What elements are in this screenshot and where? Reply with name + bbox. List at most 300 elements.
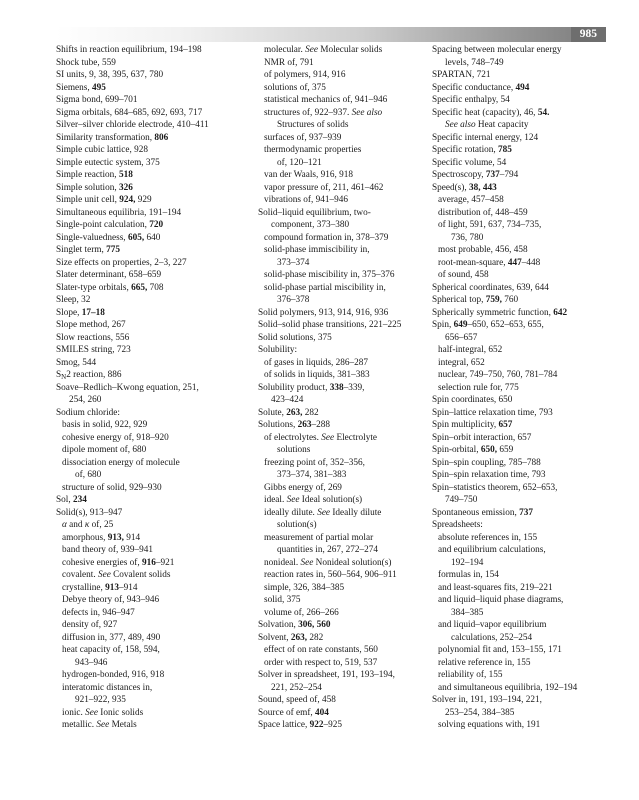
- index-entry: [432, 694, 608, 719]
- entry-text: 282: [307, 632, 324, 643]
- index-entry: [56, 382, 252, 407]
- entry-text: Space lattice,: [258, 720, 310, 730]
- entry-text: 736, 780: [451, 232, 484, 243]
- index-entry: [56, 494, 252, 507]
- entry-text: Sodium chloride:: [56, 407, 120, 418]
- entry-text: Spin coordinates, 650: [432, 395, 513, 405]
- entry-text: of, 25: [89, 520, 114, 530]
- index-entry: [258, 319, 428, 332]
- entry-text: 656–657: [445, 332, 478, 343]
- index-entry: [258, 632, 428, 645]
- entry-text: –921: [155, 557, 175, 568]
- index-entry: [432, 282, 608, 295]
- entry-text: crystalline,: [62, 582, 106, 593]
- entry-text: interatomic distances in,: [62, 682, 153, 693]
- index-subentry: [56, 519, 252, 532]
- entry-text: Simple eutectic system, 375: [56, 157, 160, 168]
- index-subentry: [432, 357, 608, 370]
- entry-text: 326: [118, 182, 133, 193]
- index-subentry: [56, 569, 252, 582]
- entry-text: surfaces of, 937–939: [264, 132, 342, 143]
- entry-text: Simultaneous equilibria, 191–194: [56, 207, 182, 218]
- index-entry: [258, 619, 428, 632]
- entry-text: 263: [297, 420, 312, 430]
- index-subentry: [432, 207, 608, 220]
- index-subentry: [56, 557, 252, 570]
- entry-text: covalent.: [62, 570, 98, 580]
- index-entry: [258, 707, 428, 720]
- index-column-2: [258, 44, 428, 732]
- entry-text: SPARTAN, 721: [432, 70, 491, 80]
- index-subentry: [258, 194, 428, 207]
- entry-text: of sound, 458: [438, 270, 489, 280]
- index-subentry: [258, 369, 428, 382]
- entry-text: Spin-orbital,: [432, 445, 481, 455]
- entry-text: ideally dilute.: [264, 507, 318, 518]
- entry-text: Spherical top,: [432, 295, 486, 305]
- entry-text: and liquid–liquid phase diagrams,: [438, 595, 564, 605]
- index-entry: [432, 319, 608, 344]
- entry-text: Simple cubic lattice, 928: [56, 145, 148, 155]
- entry-text: Simple solution,: [56, 182, 119, 193]
- index-entry: [56, 219, 252, 232]
- entry-text: dipole moment of, 680: [62, 445, 147, 455]
- entry-text: Solutions,: [258, 420, 298, 430]
- index-entry: [432, 44, 608, 69]
- index-entry: [56, 357, 252, 370]
- index-subentry: [56, 707, 252, 720]
- entry-text: and least-squares fits, 219–221: [438, 582, 553, 593]
- index-entry: [56, 107, 252, 120]
- entry-text: 373–374, 381–383: [277, 470, 347, 480]
- index-entry: [56, 82, 252, 95]
- entry-text: 806: [154, 132, 169, 143]
- entry-text: Simple unit cell,: [56, 195, 120, 205]
- entry-text: Slater determinant, 658–659: [56, 270, 162, 280]
- entry-text: Soave–Redlich–Kwong equation, 251,: [56, 382, 199, 393]
- entry-text: –339,: [343, 382, 365, 393]
- entry-text: absolute references in, 155: [438, 532, 538, 543]
- entry-text: quantities in, 267, 272–274: [277, 545, 378, 555]
- entry-text: solid-phase partial miscibility in,: [264, 282, 386, 293]
- index-subentry: [432, 619, 608, 644]
- entry-text: most probable, 456, 458: [438, 245, 528, 255]
- entry-text: 649: [453, 320, 468, 330]
- entry-text: Specific enthalpy, 54: [432, 95, 510, 105]
- entry-text: simple, 326, 384–385: [264, 582, 345, 593]
- entry-text: nonideal.: [264, 557, 301, 568]
- index-entry: [56, 182, 252, 195]
- index-subentry: [432, 569, 608, 582]
- entry-text: Single-valuedness,: [56, 232, 128, 243]
- index-subentry: [258, 644, 428, 657]
- entry-text: 495: [91, 82, 106, 93]
- entry-text: –288: [311, 420, 330, 430]
- entry-text: 657: [498, 420, 513, 430]
- entry-text: 17–18: [81, 307, 105, 318]
- entry-text: 913,: [107, 532, 124, 543]
- entry-text: 929: [135, 195, 152, 205]
- entry-text: Spherical coordinates, 639, 644: [432, 282, 549, 293]
- index-entry: [56, 257, 252, 270]
- index-subentry: [258, 232, 428, 245]
- index-subentry: [56, 444, 252, 457]
- index-subentry: [258, 144, 428, 169]
- index-entry: [258, 307, 428, 320]
- index-subentry: [258, 57, 428, 70]
- index-subentry: [258, 44, 428, 57]
- entry-text: polynomial fit and, 153–155, 171: [438, 645, 562, 655]
- entry-text: Specific rotation,: [432, 145, 499, 155]
- entry-text: Structures of solids: [277, 120, 349, 130]
- entry-text: density of, 927: [62, 620, 118, 630]
- index-entry: [56, 294, 252, 307]
- entry-text: See: [317, 507, 331, 518]
- index-entry: [56, 369, 252, 382]
- entry-text: compound formation in, 378–379: [264, 232, 389, 243]
- entry-text: Heat capacity: [475, 120, 529, 130]
- entry-text: cohesive energy of, 918–920: [62, 432, 169, 443]
- entry-text: –448: [521, 257, 541, 268]
- entry-text: NMR of, 791: [264, 57, 314, 68]
- entry-text: Specific conductance,: [432, 82, 516, 93]
- entry-text: –914: [119, 582, 138, 593]
- index-subentry: [432, 594, 608, 619]
- index-entry: [432, 294, 608, 307]
- entry-text: Slater-type orbitals,: [56, 282, 132, 293]
- entry-text: 253–254, 384–385: [445, 707, 515, 718]
- entry-text: Solvation,: [258, 620, 299, 630]
- entry-text: metallic.: [62, 720, 97, 730]
- index-entry: [56, 69, 252, 82]
- entry-text: nuclear, 749–750, 760, 781–784: [438, 370, 558, 380]
- index-subentry: [56, 419, 252, 432]
- index-subentry: [432, 219, 608, 244]
- entry-text: formulas in, 154: [438, 570, 499, 580]
- entry-text: 234: [72, 495, 87, 505]
- index-entry: [258, 669, 428, 694]
- entry-text: –794: [499, 170, 519, 180]
- index-subentry: [258, 357, 428, 370]
- entry-text: Ideal solution(s): [299, 495, 363, 505]
- index-subentry: [258, 94, 428, 107]
- entry-text: Solute,: [258, 407, 287, 418]
- index-entry: [56, 344, 252, 357]
- index-subentry: [432, 719, 608, 732]
- index-entry: [432, 444, 608, 457]
- entry-text: Spectroscopy,: [432, 170, 486, 180]
- entry-text: basis in solid, 922, 929: [62, 420, 148, 430]
- index-subentry: [258, 82, 428, 95]
- entry-text: Sigma orbitals, 684–685, 692, 693, 717: [56, 107, 203, 118]
- entry-text: Simple reaction,: [56, 170, 119, 180]
- entry-text: 518: [118, 170, 133, 180]
- entry-text: Spin,: [432, 320, 454, 330]
- entry-text: component, 373–380: [271, 220, 350, 230]
- entry-text: Specific heat (capacity), 46,: [432, 107, 538, 118]
- index-subentry: [258, 607, 428, 620]
- index-entry: [432, 307, 608, 320]
- entry-text: Silver–silver chloride electrode, 410–411: [56, 120, 209, 130]
- entry-text: 785: [498, 145, 512, 155]
- index-subentry: [432, 244, 608, 257]
- index-subentry: [56, 632, 252, 645]
- entry-text: Solid–liquid equilibrium, two-: [258, 207, 371, 218]
- entry-text: 263,: [290, 632, 308, 643]
- entry-text: 640: [144, 232, 161, 243]
- index-subentry: [56, 482, 252, 495]
- entry-text: Solid(s), 913–947: [56, 507, 123, 518]
- index-entry: [258, 207, 428, 232]
- entry-text: κ: [84, 520, 90, 530]
- entry-text: and: [66, 520, 85, 530]
- index-subentry: [258, 532, 428, 557]
- entry-text: Slope,: [56, 307, 82, 318]
- entry-text: Nonideal solution(s): [313, 557, 392, 568]
- entry-text: solving equations with, 191: [438, 720, 541, 730]
- index-entry: [432, 407, 608, 420]
- index-subentry: [56, 457, 252, 482]
- index-subentry: [432, 544, 608, 569]
- index-entry: [432, 169, 608, 182]
- index-entry: [56, 132, 252, 145]
- running-header-bar: [56, 27, 606, 42]
- index-entry: [432, 432, 608, 445]
- entry-text: Singlet term,: [56, 245, 107, 255]
- index-subentry: [432, 682, 608, 695]
- index-subentry: [258, 282, 428, 307]
- entry-text: See: [321, 432, 335, 443]
- entry-text: 192–194: [451, 557, 484, 568]
- entry-text: reliability of, 155: [438, 670, 503, 680]
- entry-text: 254, 260: [69, 395, 102, 405]
- entry-text: Speed(s),: [432, 182, 469, 193]
- index-entry: [56, 269, 252, 282]
- index-entry: [432, 182, 608, 195]
- index-subentry: [258, 494, 428, 507]
- index-subentry: [258, 244, 428, 269]
- entry-text: Spin multiplicity,: [432, 420, 499, 430]
- index-entry: [432, 94, 608, 107]
- index-entry: [56, 94, 252, 107]
- index-subentry: [56, 544, 252, 557]
- index-subentry: [56, 719, 252, 732]
- index-subentry: [258, 269, 428, 282]
- entry-text: 38, 443: [469, 182, 497, 193]
- index-subentry: [432, 344, 608, 357]
- entry-text: integral, 652: [438, 357, 485, 368]
- entry-text: amorphous,: [62, 532, 108, 543]
- entry-text: Ionic solids: [97, 707, 144, 718]
- index-subentry: [56, 532, 252, 545]
- index-entry: [56, 144, 252, 157]
- entry-text: Single-point calculation,: [56, 220, 150, 230]
- entry-text: volume of, 266–266: [264, 607, 339, 618]
- index-subentry: [432, 532, 608, 545]
- entry-text: Shifts in reaction equilibrium, 194–198: [56, 45, 202, 55]
- entry-text: 282: [302, 407, 319, 418]
- entry-text: SI units, 9, 38, 395, 637, 780: [56, 70, 164, 80]
- entry-text: vibrations of, 941–946: [264, 195, 349, 205]
- entry-text: SMILES string, 723: [56, 345, 131, 355]
- entry-text: calculations, 252–254: [451, 632, 533, 643]
- index-column-3: [432, 44, 608, 732]
- entry-text: See also: [351, 107, 383, 118]
- index-subentry: [432, 657, 608, 670]
- index-subentry: [432, 644, 608, 657]
- entry-text: half-integral, 652: [438, 345, 503, 355]
- index-subentry: [258, 132, 428, 145]
- entry-text: band theory of, 939–941: [62, 545, 153, 555]
- entry-text: effect of on rate constants, 560: [264, 645, 378, 655]
- entry-text: cohesive energies of,: [62, 557, 142, 568]
- index-entry: [258, 382, 428, 407]
- entry-text: Sleep, 32: [56, 295, 91, 305]
- index-subentry: [258, 457, 428, 482]
- entry-text: structure of solid, 929–930: [62, 482, 162, 493]
- entry-text: of, 680: [75, 470, 102, 480]
- entry-text: Solvent,: [258, 632, 291, 643]
- index-entry: [432, 157, 608, 170]
- entry-text: Spin–lattice relaxation time, 793: [432, 407, 553, 418]
- entry-text: 737: [519, 507, 533, 518]
- entry-text: Spin–spin relaxation time, 793: [432, 470, 546, 480]
- index-subentry: [432, 582, 608, 595]
- entry-text: Debye theory of, 943–946: [62, 595, 160, 605]
- entry-text: Ideally dilute: [330, 507, 382, 518]
- entry-text: Solver in spreadsheet, 191, 193–194,: [258, 670, 395, 680]
- index-subentry: [258, 69, 428, 82]
- index-subentry: [258, 482, 428, 495]
- index-subentry: [432, 257, 608, 270]
- entry-text: solid-phase miscibility in, 375–376: [264, 270, 395, 280]
- index-subentry: [258, 657, 428, 670]
- entry-text: solid, 375: [264, 595, 301, 605]
- index-entry: [432, 394, 608, 407]
- entry-text: defects in, 946–947: [62, 607, 135, 618]
- entry-text: 373–374: [277, 257, 310, 268]
- entry-text: 760: [501, 295, 519, 305]
- index-subentry: [432, 269, 608, 282]
- index-subentry: [258, 582, 428, 595]
- index-entry: [56, 232, 252, 245]
- index-subentry: [258, 169, 428, 182]
- entry-text: 665,: [131, 282, 148, 293]
- entry-text: levels, 748–749: [445, 57, 504, 68]
- entry-text: 737: [485, 170, 500, 180]
- index-entry: [432, 482, 608, 507]
- entry-text: distribution of, 448–459: [438, 207, 528, 218]
- entry-text: molecular.: [264, 45, 306, 55]
- entry-text: See: [305, 45, 318, 55]
- entry-text: –650, 652–653, 655,: [467, 320, 544, 330]
- entry-text: measurement of partial molar: [264, 532, 374, 543]
- entry-text: of electrolytes.: [264, 432, 322, 443]
- entry-text: 384–385: [451, 607, 484, 618]
- entry-text: 775: [106, 245, 120, 255]
- entry-text: α: [62, 520, 67, 530]
- entry-text: Electrolyte: [334, 432, 378, 443]
- index-subentry: [432, 382, 608, 395]
- entry-text: 376–378: [277, 295, 310, 305]
- entry-text: 916: [141, 557, 156, 568]
- entry-text: Siemens,: [56, 82, 92, 93]
- entry-text: Shock tube, 559: [56, 57, 116, 68]
- index-subentry: [56, 669, 252, 682]
- entry-text: 494: [515, 82, 530, 93]
- index-entry: [432, 132, 608, 145]
- index-entry: [56, 119, 252, 132]
- entry-text: Solid–solid phase transitions, 221–225: [258, 320, 402, 330]
- entry-text: dissociation energy of molecule: [62, 457, 180, 468]
- entry-text: Solid solutions, 375: [258, 332, 332, 343]
- index-subentry: [56, 594, 252, 607]
- index-subentry: [432, 194, 608, 207]
- entry-text: heat capacity of, 158, 594,: [62, 645, 160, 655]
- entry-text: statistical mechanics of, 941–946: [264, 95, 388, 105]
- index-entry: [56, 194, 252, 207]
- index-entry: [56, 332, 252, 345]
- entry-text: average, 457–458: [438, 195, 504, 205]
- index-entry: [56, 407, 252, 420]
- entry-text: Source of emf,: [258, 707, 316, 718]
- index-entry: [432, 519, 608, 532]
- index-entry: [56, 57, 252, 70]
- index-entry: [432, 69, 608, 82]
- entry-text: relative reference in, 155: [438, 657, 531, 668]
- entry-text: of solids in liquids, 381–383: [264, 370, 370, 380]
- entry-text: Spin–spin coupling, 785–788: [432, 457, 541, 468]
- entry-text: Spin–orbit interaction, 657: [432, 432, 532, 443]
- index-entry: [258, 719, 428, 732]
- index-entry: [432, 144, 608, 157]
- entry-text: 221, 252–254: [271, 682, 322, 693]
- entry-text: 913: [105, 582, 120, 593]
- entry-text: Spontaneous emission,: [432, 507, 520, 518]
- entry-text: Solver in, 191, 193–194, 221,: [432, 695, 542, 705]
- entry-text: solutions: [277, 445, 311, 455]
- entry-text: 306, 560: [298, 620, 331, 630]
- entry-text: of light, 591, 637, 734–735,: [438, 220, 542, 230]
- entry-text: solution(s): [277, 520, 317, 530]
- entry-text: 659: [497, 445, 514, 455]
- entry-text: 404: [315, 707, 329, 718]
- entry-text: Solid polymers, 913, 914, 916, 936: [258, 307, 389, 318]
- entry-text: and simultaneous equilibria, 192–194: [438, 682, 578, 693]
- entry-text: Metals: [109, 720, 137, 730]
- index-subentry: [258, 432, 428, 457]
- entry-text: 720: [149, 220, 164, 230]
- entry-text: See: [96, 720, 110, 730]
- index-entry: [432, 469, 608, 482]
- index-entry: [432, 107, 608, 132]
- entry-text: order with respect to, 519, 537: [264, 657, 378, 668]
- index-entry: [56, 282, 252, 295]
- index-subentry: [56, 582, 252, 595]
- entry-text: See: [300, 557, 314, 568]
- entry-text: van der Waals, 916, 918: [264, 170, 353, 180]
- entry-text: selection rule for, 775: [438, 382, 519, 393]
- entry-text: 650,: [480, 445, 498, 455]
- entry-text: Solubility:: [258, 345, 298, 355]
- entry-text: Specific volume, 54: [432, 157, 507, 168]
- index-subentry: [258, 182, 428, 195]
- entry-text: Gibbs energy of, 269: [264, 482, 342, 493]
- entry-text: 914: [123, 532, 141, 543]
- index-entry: [258, 419, 428, 432]
- entry-text: See: [97, 570, 111, 580]
- index-entry: [56, 44, 252, 57]
